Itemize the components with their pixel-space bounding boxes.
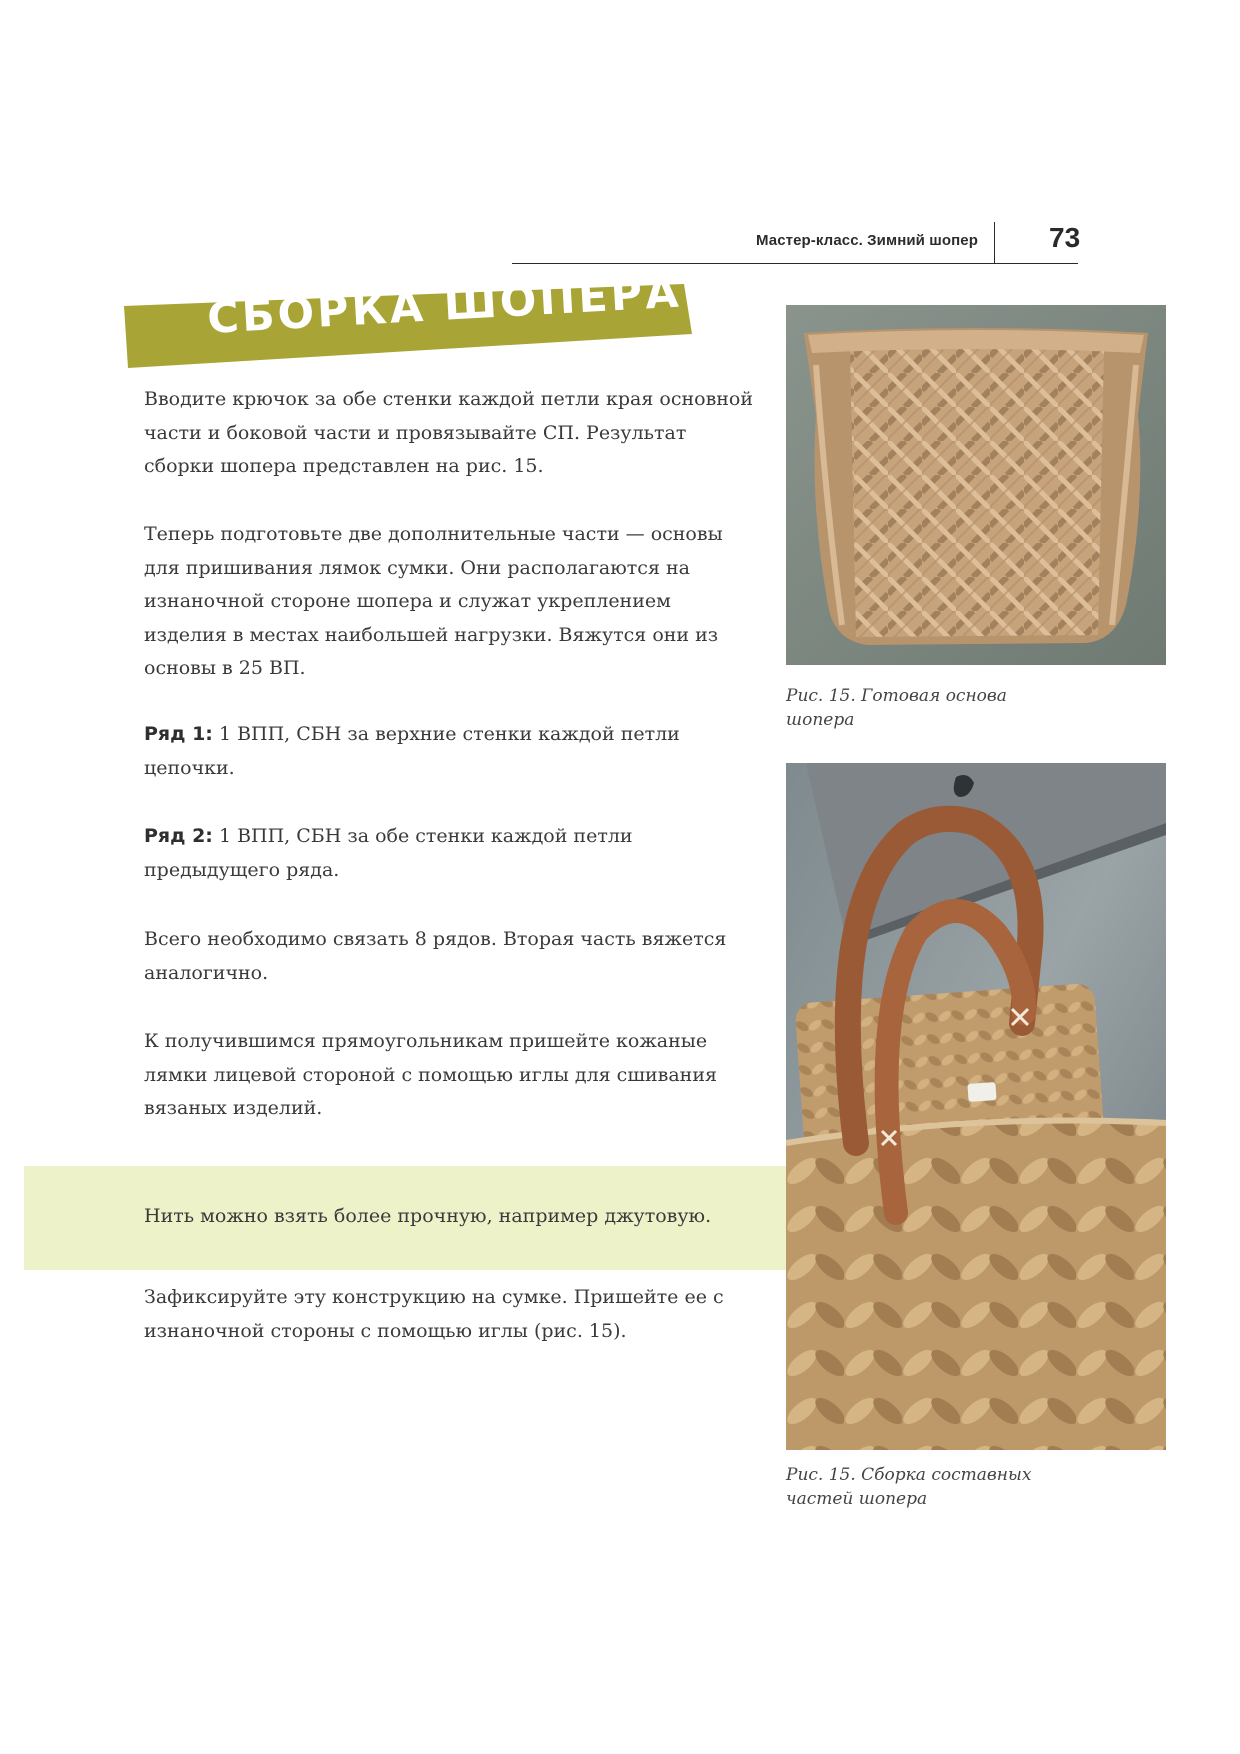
row-2-instruction	[144, 820, 759, 887]
page-number: 73	[1049, 222, 1081, 253]
row-1-label: Ряд 1:	[144, 723, 213, 745]
section-title: СБОРКА ШОПЕРА	[206, 267, 683, 344]
paragraph-2: Теперь подготовьте две дополнительные части — основы для пришивания лямок сумки. Они располагаются на изнаночной стороне шопера и служат укреплением изделия в местах наибольшей нагрузки. Вяжутся они из основы в 25 ВП.	[144, 523, 723, 679]
row-1-instruction	[144, 718, 759, 785]
row-2-text: 1 ВПП, СБН за обе стенки каждой петли предыдущего ряда.	[144, 825, 633, 881]
running-head: Мастер-класс. Зимний шопер	[755, 232, 978, 249]
paragraph-4: К получившимся прямоугольникам пришейте кожаные лямки лицевой стороной с помощью иглы для сшивания вязаных изделий.	[144, 1030, 717, 1119]
header-rule	[512, 263, 1078, 264]
figure-2-caption: Рис. 15. Сборка составных частей шопера	[786, 1465, 1032, 1509]
paragraph-5: Зафиксируйте эту конструкцию на сумке. Пришейте ее с изнаночной стороны с помощью иглы (рис. 15).	[144, 1286, 724, 1342]
figure-1-caption: Рис. 15. Готовая основа шопера	[786, 686, 1007, 730]
figure-2-photo	[786, 763, 1166, 1450]
section-title-banner	[124, 267, 692, 368]
note-text: Нить можно взять более прочную, например джутовую.	[144, 1205, 712, 1227]
figure-1-photo	[786, 305, 1166, 665]
paragraph-3: Всего необходимо связать 8 рядов. Вторая часть вяжется аналогично.	[144, 928, 727, 984]
header-divider	[994, 222, 995, 263]
row-2-label: Ряд 2:	[144, 825, 213, 847]
note-box	[24, 1166, 786, 1270]
row-1-text: 1 ВПП, СБН за верхние стенки каждой петли цепочки.	[144, 723, 680, 779]
assembly-image	[786, 763, 1166, 1450]
knitted-base-image	[786, 305, 1166, 665]
paragraph-1: Вводите крючок за обе стенки каждой петли края основной части и боковой части и провязывайте СП. Результат сборки шопера представлен на рис. 15.	[144, 388, 754, 477]
